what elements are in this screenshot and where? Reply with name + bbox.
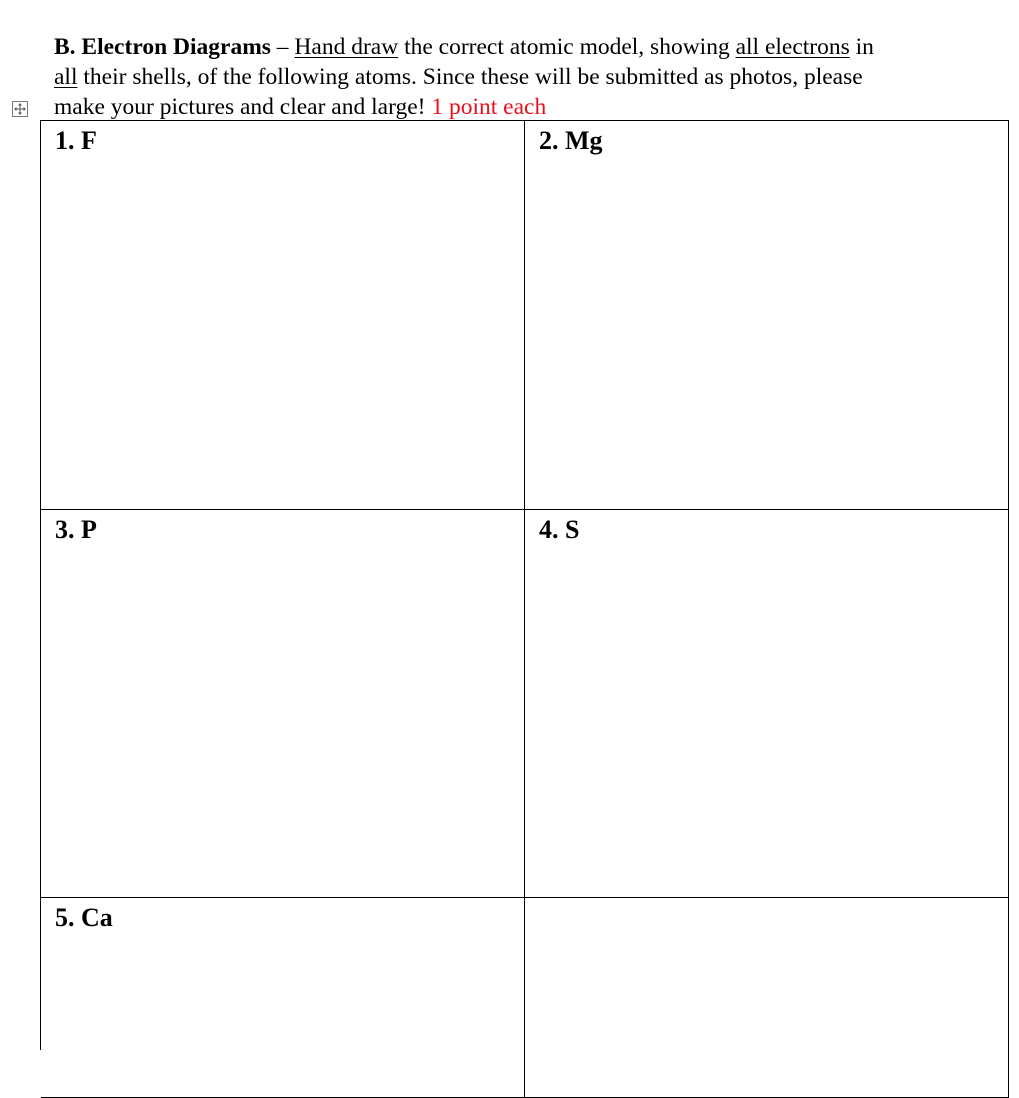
cell-label: 5. Ca <box>55 903 113 932</box>
all-text: all <box>54 64 78 90</box>
heading-dash: – <box>270 34 295 60</box>
instructions-line-3 <box>54 92 994 122</box>
cell-label: 4. S <box>539 515 580 544</box>
instructions-text-4: make your pictures and clear and large! <box>54 94 432 120</box>
move-arrows-icon <box>13 102 27 116</box>
hand-draw-text: Hand draw <box>294 34 399 60</box>
answer-cell-fluorine[interactable] <box>41 121 525 510</box>
answer-cell-sulfur[interactable] <box>525 510 1009 898</box>
all-electrons-text: all electrons <box>735 34 850 60</box>
answer-cell-empty[interactable] <box>525 898 1009 1098</box>
section-heading: B. Electron Diagrams <box>54 34 271 60</box>
cell-label: 1. F <box>55 126 97 155</box>
answer-cell-phosphorus[interactable] <box>41 510 525 898</box>
answer-cell-calcium[interactable] <box>41 898 525 1098</box>
table-move-handle[interactable] <box>12 101 28 117</box>
cell-label: 2. Mg <box>539 126 603 155</box>
answer-table <box>40 120 1009 1050</box>
answer-cell-magnesium[interactable] <box>525 121 1009 510</box>
instructions-text-2: in <box>849 34 874 60</box>
instructions-text-3: their shells, of the following atoms. Since these will be submitted as photos, please <box>77 64 863 90</box>
cell-label: 3. P <box>55 515 97 544</box>
instructions-line-2 <box>54 62 994 92</box>
instructions-paragraph <box>54 32 994 122</box>
instructions-line-1 <box>54 32 994 62</box>
instructions-text-1: the correct atomic model, showing <box>398 34 736 60</box>
points-text: 1 point each <box>431 94 547 120</box>
